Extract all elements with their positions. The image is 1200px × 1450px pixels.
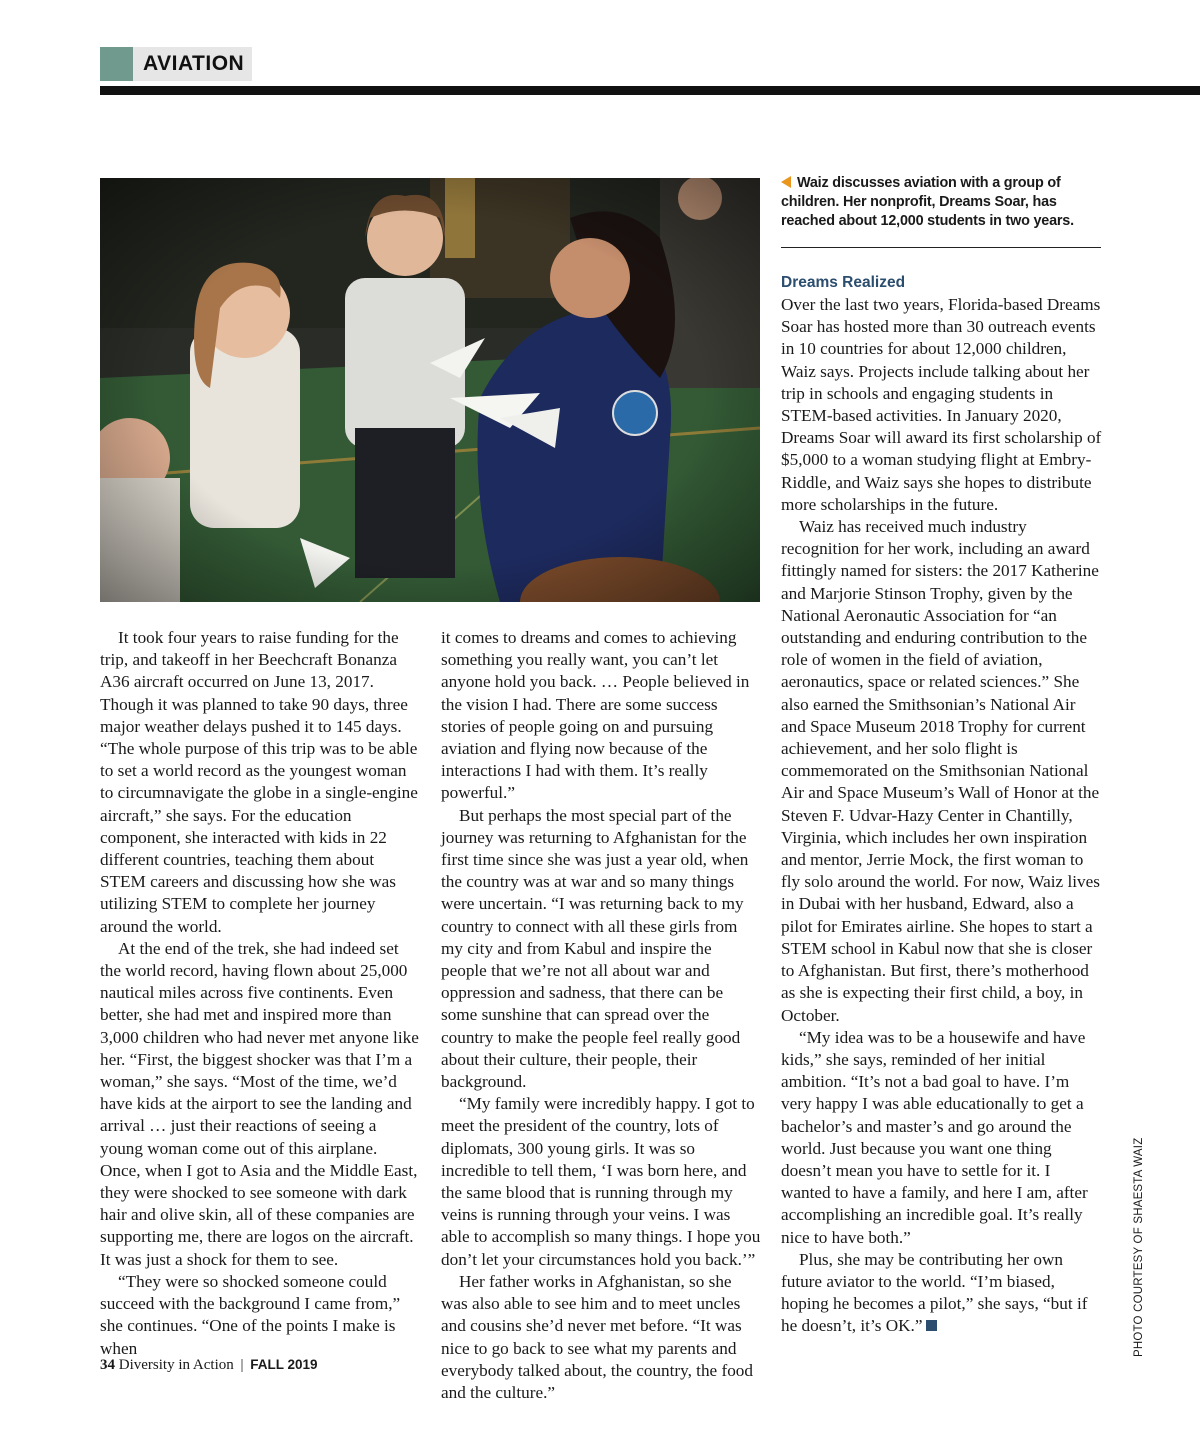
paragraph-final-text: Plus, she may be contributing her own future aviator to the world. “I’m biased, hoping he becomes a pilot,” she says, “but if he doesn’t, it’s OK.” (781, 1249, 1088, 1336)
page-number: 34 (100, 1357, 115, 1373)
section-label: AVIATION (133, 47, 252, 81)
publication-name: Diversity in Action (118, 1357, 234, 1373)
caption-rule (781, 247, 1101, 248)
paragraph: Over the last two years, Florida-based Dreams Soar has hosted more than 30 outreach events in 10 countries for about 12,000 children, Waiz says. Projects include talking about her trip in schools and engaging students in STEM-based activities. In January 2020, Dreams Soar will award its first scholarship of $5,000 to a woman studying flight at Embry-Riddle, and Waiz says she hopes to distribute more scholarships in the future. (781, 295, 1102, 514)
footer-separator: | (240, 1357, 244, 1373)
issue-label: FALL 2019 (250, 1357, 318, 1372)
paragraph: it comes to dreams and comes to achieving something you really want, you can’t let anyone hold you back. … People believed in the vision I had. There are some success stories of people going on and pursuing aviation and flying now because of the interactions I had with them. It’s really powerful.” (441, 628, 750, 803)
paragraph: Waiz has received much industry recognition for her work, including an award fittingly named for sisters: the 2017 Katherine and Marjorie Stinson Trophy, given by the National Aeronautic Association for “an outstanding and enduring contribution to the role of women in the field of aviation, aeronautics, space or related sciences.” She also earned the Smithsonian’s National Air and Space Museum 2018 Trophy for current achievement, and her solo flight is commemorated on the Smithsonian National Air and Space Museum’s Wall of Honor at the Steven F. Udvar-Hazy Center in Chantilly, Virginia, which includes her own inspiration and mentor, Jerrie Mock, the first woman to fly solo around the world. For now, Waiz lives in Dubai with her husband, Edward, also a pilot for Emirates airline. She hopes to start a STEM school in Kabul now that she is closer to Afghanistan. But first, there’s motherhood as she is expecting their first child, a boy, in October. (781, 517, 1100, 1025)
paragraph: Her father works in Afghanistan, so she was also able to see him and to meet uncles and cousins she’d never met before. “It was nice to go back to see what my parents and everybody talked about, the country, the food and the culture.” (441, 1271, 753, 1402)
paragraph: It took four years to raise funding for the trip, and takeoff in her Beechcraft Bonanza A36 aircraft occurred on June 13, 2017. Though it was planned to take 90 days, three major weather delays pushed it to 145 days. “The whole purpose of this trip was to be able to set a world record as the youngest woman to circumnavigate the globe in a single-engine aircraft,” she says. For the education component, she interacted with kids in 22 different countries, teaching them about STEM careers and discussing how she was utilizing STEM to complete her journey around the world. (100, 628, 418, 936)
photo-caption (781, 174, 1101, 231)
photo-caption-text: Waiz discusses aviation with a group of children. Her nonprofit, Dreams Soar, has reached about 12,000 students in two years. (781, 175, 1074, 229)
header-rule (100, 86, 1200, 95)
article-column-1 (100, 627, 420, 1360)
section-tag-swatch (100, 47, 133, 81)
photo-illustration (100, 178, 760, 602)
photo-credit: PHOTO COURTESY OF SHAESTA WAIZ (1133, 1137, 1145, 1357)
section-subhead: Dreams Realized (781, 274, 906, 291)
paragraph: “My idea was to be a housewife and have kids,” she says, reminded of her initial ambition. “It’s not a bad goal to have. I’m very happy I was able educationally to get a bachelor’s and master’s and go around the world. Just because you want one thing doesn’t mean you have to settle for it. I wanted to have a family, and here I am, after accomplishing an incredible goal. It’s really nice to have both.” (781, 1027, 1088, 1247)
article-column-3 (781, 272, 1103, 1338)
paragraph: “They were so shocked someone could succeed with the background I came from,” she continues. “One of the points I make is when (100, 1271, 401, 1358)
caption-arrow-icon (781, 176, 791, 188)
paragraph: At the end of the trek, she had indeed set the world record, having flown about 25,000 nautical miles across five continents. Even better, she had met and inspired more than 3,000 children who had never met anyone like her. “First, the biggest shocker was that I’m a woman,” she says. “Most of the time, we’d have kids at the airport to see the landing and arrival … just their reactions of seeing a young woman come out of this airplane. Once, when I got to Asia and the Middle East, they were shocked to see someone with dark hair and olive skin, all of these companies are supporting me, there are logos on the aircraft. It was just a shock for them to see. (100, 938, 419, 1269)
article-column-2 (441, 627, 761, 1404)
section-tag (100, 47, 252, 81)
paragraph: But perhaps the most special part of the journey was returning to Afghanistan for the first time since she was just a year old, when the country was at war and so many things were uncertain. “I was returning back to my country to connect with all these girls from my city and from Kabul and inspire the people that we’re not all about war and oppression and sadness, that there can be some sunshine that can spread over the country to make the people feel really good about their culture, their people, their background. (441, 805, 749, 1092)
paragraph: “My family were incredibly happy. I got to meet the president of the country, lots of diplomats, 300 young girls. It was so incredible to tell them, ‘I was born here, and the same blood that is running through my veins is running through your veins. I was able to accomplish so many things. I hope you don’t let your circumstances hold you back.’” (441, 1094, 761, 1269)
paragraph-final (781, 1249, 1103, 1338)
page-footer (100, 1357, 318, 1374)
article-photo (100, 178, 760, 602)
end-mark-icon (926, 1320, 937, 1331)
